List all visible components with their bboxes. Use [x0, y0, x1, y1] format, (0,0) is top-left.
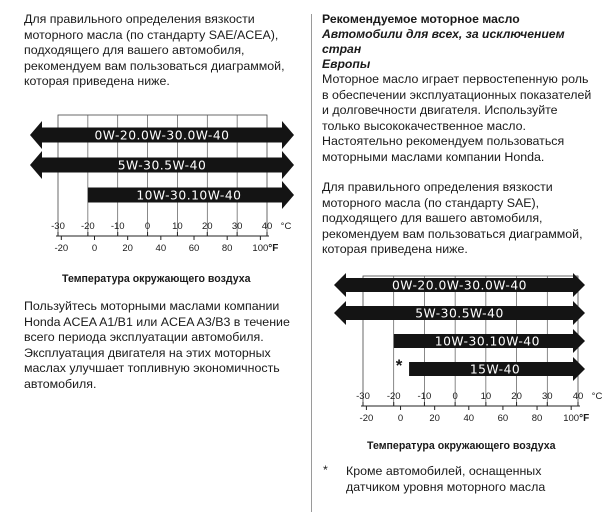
- right-para-2: Для правильного определения вязкости моторного масла (по стандарту SAE), подходящего для вашего автомобиля, рекомендуем вам пользоваться диаграммой, которая приведена ниже.: [322, 180, 583, 256]
- celsius-tick-label: 10: [480, 391, 492, 402]
- fahrenheit-unit: °F: [268, 243, 279, 254]
- fahrenheit-tick-label: 80: [531, 413, 543, 424]
- left-closing-text: Пользуйтесь моторными маслами компании Honda ACEA A1/B1 или ACEA A3/B3 в течение всего периода эксплуатации автомобиля. Эксплуатация двигателя на этих моторных маслах улучшает топливную экономичность автомобиля.: [24, 299, 290, 391]
- left-closing-block: [24, 299, 309, 392]
- celsius-tick-label: -20: [386, 391, 401, 402]
- celsius-tick-label: 40: [572, 391, 584, 402]
- footnote-text: Кроме автомобилей, оснащенных датчиком уровня моторного масла: [346, 464, 546, 494]
- oil-bar-label-1: 0W-20.0W-30.0W-40: [391, 278, 528, 293]
- oil-bar-label-2: 5W-30.5W-40: [415, 306, 504, 321]
- oil-bar-label-3: 10W-30.10W-40: [434, 334, 540, 349]
- celsius-tick-label: 0: [144, 221, 151, 232]
- celsius-tick-label: 10: [172, 221, 183, 232]
- fahrenheit-tick-label: 20: [122, 243, 133, 254]
- fahrenheit-tick-label: 40: [155, 243, 167, 254]
- celsius-tick-label: 30: [231, 221, 243, 232]
- fahrenheit-tick-label: 60: [188, 243, 200, 254]
- fahrenheit-tick-label: -20: [54, 243, 69, 254]
- section-heading: Рекомендуемое моторное масло: [322, 12, 520, 26]
- celsius-tick-label: 20: [201, 221, 213, 232]
- right-column: [322, 12, 600, 258]
- celsius-tick-label: -10: [417, 391, 432, 402]
- celsius-tick-label: 0: [452, 391, 458, 402]
- celsius-tick-label: -20: [80, 221, 95, 232]
- right-para-1: Моторное масло играет первостепенную роль в обеспечении эксплуатационных показателей и долговечности двигателя. Используйте только высококачественное масло. Настоятельно рекомендуем пользоваться моторными маслами компании Honda.: [322, 72, 592, 164]
- celsius-tick-label: 30: [541, 391, 553, 402]
- fahrenheit-tick-label: 60: [497, 413, 509, 424]
- oil-bar-label-2: 5W-30.5W-40: [117, 158, 207, 173]
- fahrenheit-tick-label: -20: [359, 413, 374, 424]
- viscosity-chart-left: [28, 110, 303, 270]
- section-subheading: Автомобили для всех, за исключением стран Европы: [322, 27, 565, 71]
- oil-bar-label-4: 15W-40: [469, 362, 521, 377]
- left-column: [24, 12, 309, 90]
- column-divider: [311, 14, 312, 512]
- celsius-tick-label: -30: [356, 391, 370, 402]
- fahrenheit-tick-label: 80: [221, 243, 233, 254]
- fahrenheit-unit: °F: [579, 413, 590, 424]
- celsius-tick-label: 20: [511, 391, 522, 402]
- right-chart-caption: Температура окружающего воздуха: [367, 440, 556, 452]
- celsius-tick-label: -10: [110, 221, 125, 232]
- left-intro-text: Для правильного определения вязкости моторного масла (по стандарту SAE/ACEA), подходящего для вашего автомобиля, рекомендуем вам пользоваться диаграммой, которая приведена ниже.: [24, 12, 285, 88]
- viscosity-chart-right: [332, 268, 603, 436]
- celsius-unit: °C: [591, 391, 603, 402]
- celsius-tick-label: -30: [51, 221, 65, 232]
- footnote-marker: *: [323, 463, 328, 477]
- fahrenheit-tick-label: 20: [429, 413, 440, 424]
- fahrenheit-tick-label: 100: [563, 413, 580, 424]
- oil-bar-label-1: 0W-20.0W-30.0W-40: [94, 128, 230, 143]
- oil-bar-label-3: 10W-30.10W-40: [136, 188, 242, 203]
- left-chart-caption: Температура окружающего воздуха: [62, 273, 251, 285]
- oil-bar-marker: *: [395, 356, 403, 375]
- celsius-tick-label: 40: [261, 221, 273, 232]
- fahrenheit-tick-label: 40: [463, 413, 475, 424]
- celsius-unit: °C: [280, 221, 292, 232]
- fahrenheit-tick-label: 0: [91, 243, 98, 254]
- fahrenheit-tick-label: 100: [252, 243, 269, 254]
- fahrenheit-tick-label: 0: [397, 413, 404, 424]
